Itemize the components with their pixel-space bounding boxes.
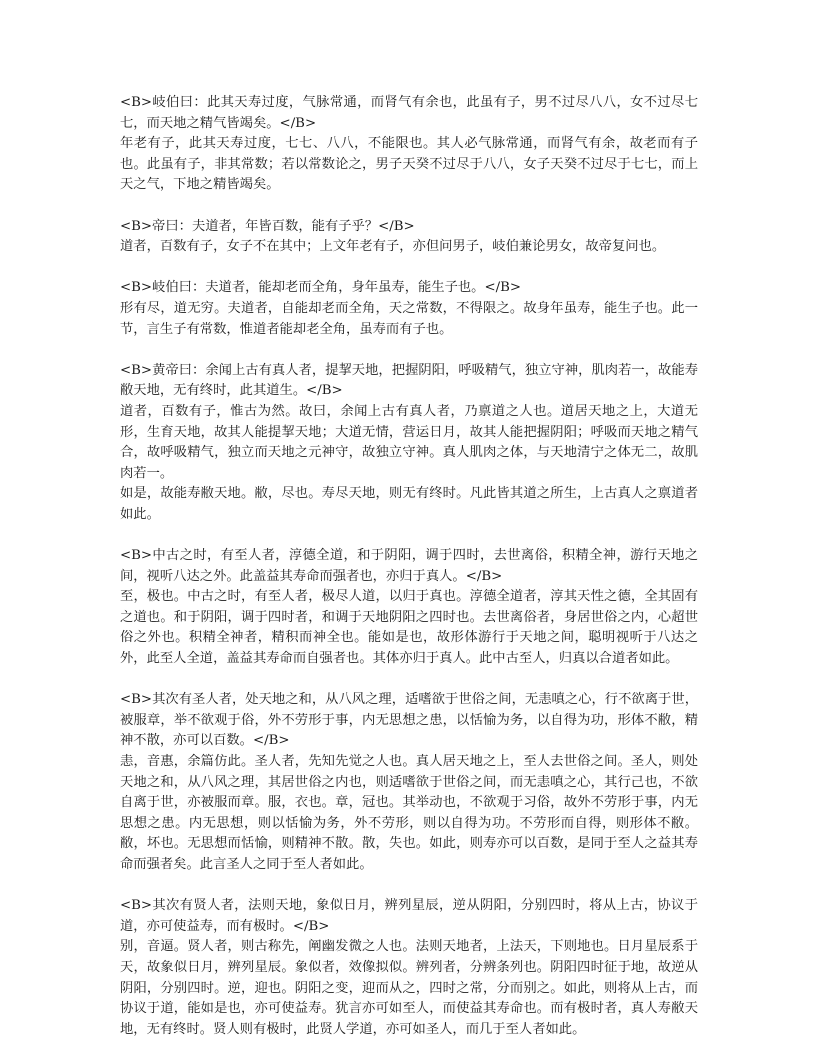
commentary-paragraph: 如是，故能寿敝天地。敝，尽也。寿尽天地，则无有终时。凡此皆其道之所生，上古真人之禀道者如此。 [120, 486, 698, 522]
section-5 [120, 546, 698, 670]
section-3 [120, 278, 698, 340]
commentary-paragraph: 年老有子，此其天寿过度，七七、八八，不能限也。其人必气脉常通，而肾气有余，故老而有子也。此虽有子，非其常数；若以常数论之，男子天癸不过尽于八八，女子天癸不过尽于七七，而上天之气，下地之精皆竭矣。 [120, 136, 698, 193]
section-4 [120, 361, 698, 526]
section-7 [120, 896, 698, 1040]
question-line: <B>中古之时，有至人者，淳德全道，和于阴阳，调于四时，去世离俗，积精全神，游行天地之间，视听八达之外。此盖益其寿命而强者也，亦归于真人。</B> [120, 548, 698, 584]
commentary-paragraph: 道者，百数有子，惟古为然。故曰，余闻上古有真人者，乃禀道之人也。道居天地之上，大道无形，生育天地，故其人能提挈天地；大道无情，营运日月，故其人能把握阴阳；呼吸而天地之精气合，故呼吸精气，独立而天地之元神守，故独立守神。真人肌肉之体，与天地清宁之体无二，故肌肉若一。 [120, 403, 698, 481]
section-2 [120, 217, 698, 258]
commentary-paragraph: 至，极也。中古之时，有至人者，极尽人道，以归于真也。淳德全道者，淳其天性之德，全其固有之道也。和于阴阳，调于四时者，和调于天地阴阳之四时也。去世离俗者，身居世俗之内，心超世俗之外也。积精全神者，精积而神全也。能如是也，故形体游行于天地之间，聪明视听于八达之外，此至人全道，盖益其寿命而自强者也。其体亦归于真人。此中古至人，归真以合道者如此。 [120, 589, 698, 667]
document-page [120, 93, 698, 1061]
question-line: <B>黄帝曰：余闻上古有真人者，提挈天地，把握阴阳，呼吸精气，独立守神，肌肉若一，故能寿敝天地，无有终时，此其道生。</B> [120, 362, 698, 399]
question-line: <B>岐伯曰：夫道者，能却老而全角，身年虽寿，能生子也。</B> [120, 280, 522, 296]
question-line: <B>帝曰：夫道者，年皆百数，能有子乎？</B> [120, 218, 415, 234]
commentary-paragraph: 别，音逼。贤人者，则古称先，阐幽发微之人也。法则天地者，上法天，下则地也。日月星辰系于天，故象似日月，辨列星辰。象似者，效像拟似。辨列者，分辨条列也。阴阳四时征于地，故逆从阴阳，分别四时。逆，迎也。阴阳之变，迎而从之，四时之常，分而别之。如此，则将从上古，而协议于道，能如是也，亦可使益寿。犹言亦可如至人，而使益其寿命也。而有极时者，真人寿敝天地，无有终时。贤人则有极时，此贤人学道，亦可如圣人，而几于至人者如此。 [120, 939, 698, 1037]
commentary-paragraph: 恚，音惠，余篇仿此。圣人者，先知先觉之人也。真人居天地之上，至人去世俗之间。圣人，则处天地之和，从八风之理，其居世俗之内也，则适嗜欲于世俗之间，而无恚嗔之心，其行己也，不欲自离于世，亦被服而章。服，衣也。章，冠也。其举动也，不欲观于习俗，故外不劳形于事，内无思想之患。内无思想，则以恬愉为务，外不劳形，则以自得为功。不劳形而自得，则形体不敝。敝，坏也。无思想而恬愉，则精神不散。散，失也。如此，则寿亦可以百数，是同于至人之益其寿命而强者矣。此言圣人之同于至人者如此。 [120, 754, 698, 872]
question-line: <B>其次有圣人者，处天地之和，从八风之理，适嗜欲于世俗之间，无恚嗔之心，行不欲离于世，被服章，举不欲观于俗，外不劳形于事，内无思想之患，以恬愉为务，以自得为功，形体不敝，精神不散，亦可以百数。</B> [120, 692, 698, 749]
section-1 [120, 93, 698, 196]
commentary-paragraph: 形有尽，道无穷。夫道者，自能却老而全角，天之常数，不得限之。故身年虽寿，能生子也。此一节，言生子有常数，惟道者能却老全角，虽寿而有子也。 [120, 300, 698, 337]
commentary-paragraph: 道者，百数有子，女子不在其中；上文年老有子，亦但问男子，岐伯兼论男女，故帝复问也。 [120, 239, 666, 255]
question-line: <B>其次有贤人者，法则天地，象似日月，辨列星辰，逆从阴阳，分别四时，将从上古，协议于道，亦可使益寿，而有极时。</B> [120, 898, 698, 934]
question-line: <B>岐伯曰：此其天寿过度，气脉常通，而肾气有余也，此虽有子，男不过尽八八，女不过尽七七，而天地之精气皆竭矣。</B> [120, 95, 698, 131]
section-6 [120, 690, 698, 875]
